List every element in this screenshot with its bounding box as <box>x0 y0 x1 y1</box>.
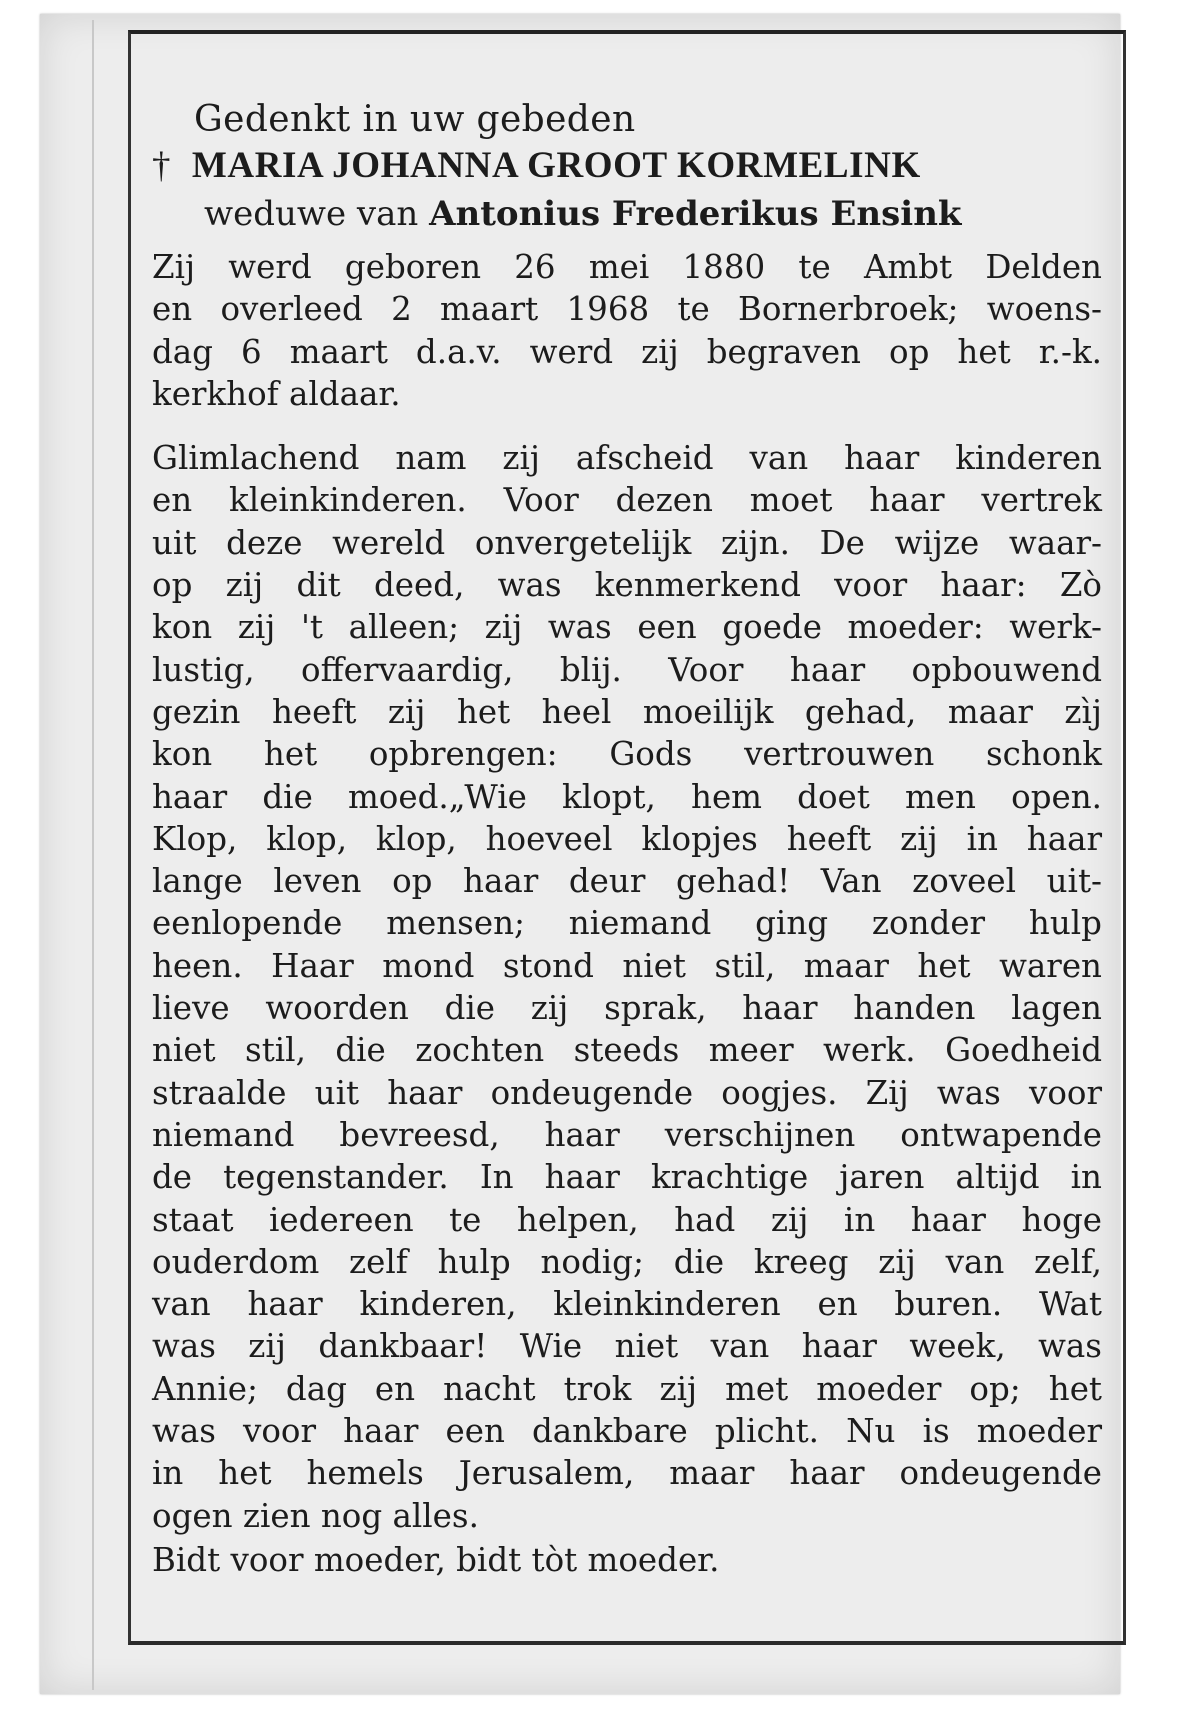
widow-line <box>152 190 1102 238</box>
biography-line: in het hemels Jerusalem, maar haar ondeugende <box>152 1454 1102 1493</box>
closing-prayer: Bidt voor moeder, bidt tòt moeder. <box>152 1540 720 1579</box>
biography-line: lieve woorden die zij sprak, haar handen lagen <box>152 989 1102 1028</box>
biography-line: niet stil, die zochten steeds meer werk. Goedheid <box>152 1031 1102 1070</box>
facts-line: dag 6 maart d.a.v. werd zij begraven op het r.-k. <box>152 332 1102 371</box>
biography-line: en kleinkinderen. Voor dezen moet haar vertrek <box>152 481 1102 520</box>
biography-line: op zij dit deed, was kenmerkend voor haar: Zò <box>152 566 1102 605</box>
biography-line: heen. Haar mond stond niet stil, maar het waren <box>152 946 1102 985</box>
biography-line: straalde uit haar ondeugende oogjes. Zij was voor <box>152 1073 1102 1112</box>
biography-line: ouderdom zelf hulp nodig; die kreeg zij van zelf, <box>152 1242 1102 1281</box>
facts-line: en overleed 2 maart 1968 te Bornerbroek; woens- <box>152 290 1102 329</box>
biography-line: gezin heeft zij het heel moeilijk gehad, maar zìj <box>152 692 1102 731</box>
biography-line: uit deze wereld onvergetelijk zijn. De wijze waar- <box>152 523 1102 562</box>
facts-line: kerkhof aldaar. <box>152 374 401 413</box>
biography-line: Klop, klop, klop, hoeveel klopjes heeft zij in haar <box>152 819 1102 858</box>
memorial-text <box>152 98 1102 1581</box>
biography-line: was voor haar een dankbare plicht. Nu is moeder <box>152 1412 1102 1451</box>
cross-icon: † <box>152 145 172 186</box>
card-fold-line <box>92 20 94 1690</box>
biography-line: eenlopende mensen; niemand ging zonder hulp <box>152 904 1102 943</box>
biography-line: Glimlachend nam zij afscheid van haar kinderen <box>152 439 1102 478</box>
biography-line: de tegenstander. In haar krachtige jaren altijd in <box>152 1158 1102 1197</box>
biography-line: van haar kinderen, kleinkinderen en buren. Wat <box>152 1285 1102 1324</box>
biography-line: was zij dankbaar! Wie niet van haar week, was <box>152 1327 1102 1366</box>
deceased-name-line <box>152 142 1102 190</box>
facts-paragraph <box>152 246 1102 415</box>
biography-line: Annie; dag en nacht trok zij met moeder op; het <box>152 1369 1102 1408</box>
biography-line: kon het opbrengen: Gods vertrouwen schonk <box>152 735 1102 774</box>
intro-line: Gedenkt in uw gebeden <box>194 99 636 140</box>
biography-paragraph <box>152 437 1102 1537</box>
biography-line: lange leven op haar deur gehad! Van zoveel uit- <box>152 862 1102 901</box>
deceased-name: MARIA JOHANNA GROOT KORMELINK <box>191 145 921 186</box>
biography-line: ogen zien nog alles. <box>152 1496 479 1535</box>
spouse-name: Antonius Frederikus Ensink <box>429 194 962 234</box>
biography-line: niemand bevreesd, haar verschijnen ontwapende <box>152 1115 1102 1154</box>
biography-line: lustig, offervaardig, blij. Voor haar opbouwend <box>152 650 1102 689</box>
biography-line: staat iedereen te helpen, had zij in haar hoge <box>152 1200 1102 1239</box>
biography-line: haar die moed.„Wie klopt, hem doet men open. <box>152 777 1102 816</box>
biography-line: kon zij 't alleen; zij was een goede moeder: werk- <box>152 608 1102 647</box>
facts-line: Zij werd geboren 26 mei 1880 te Ambt Delden <box>152 248 1102 286</box>
widow-prefix: weduwe van <box>204 194 419 234</box>
